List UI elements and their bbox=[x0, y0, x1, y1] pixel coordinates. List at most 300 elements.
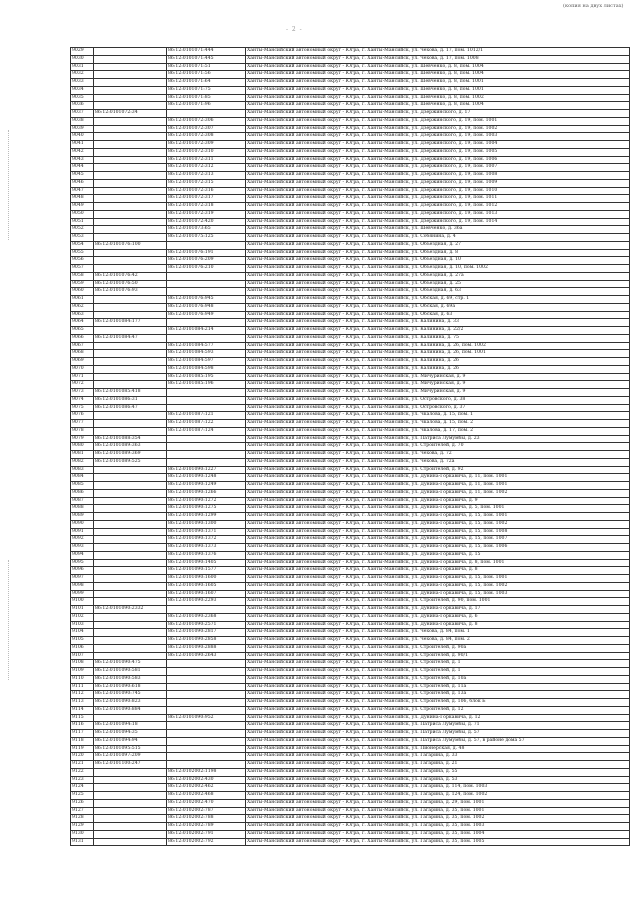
address-cell: Ханты-Мансийский автономный округ - Югра, г. Ханты-Мансийск, ул. Дунина-Горкавича, д. 17 bbox=[246, 606, 630, 614]
table-row bbox=[71, 110, 630, 118]
table-row bbox=[71, 590, 630, 598]
building-cadastral-cell bbox=[167, 660, 246, 668]
row-number-cell: 9130 bbox=[71, 830, 94, 838]
land-cadastral-cell bbox=[94, 613, 167, 621]
address-cell: Ханты-Мансийский автономный округ - Югра, г. Ханты-Мансийск, ул. Шевченко, д. 8, пом. 1004 bbox=[246, 63, 630, 71]
table-row bbox=[71, 528, 630, 536]
address-cell: Ханты-Мансийский автономный округ - Югра, г. Ханты-Мансийск, ул. Дзержинского, д. 19, пом. 1002 bbox=[246, 125, 630, 133]
table-row bbox=[71, 133, 630, 141]
row-number-cell: 9069 bbox=[71, 358, 94, 366]
address-cell: Ханты-Мансийский автономный округ - Югра, г. Ханты-Мансийск, ул. Чкалова, д. 15, пом. 1 bbox=[246, 412, 630, 420]
land-cadastral-cell bbox=[94, 102, 167, 110]
land-cadastral-cell bbox=[94, 551, 167, 559]
row-number-cell: 9108 bbox=[71, 660, 94, 668]
address-cell: Ханты-Мансийский автономный округ - Югра, г. Ханты-Мансийск, ул. Объездная, д. 10 bbox=[246, 257, 630, 265]
address-cell: Ханты-Мансийский автономный округ - Югра, г. Ханты-Мансийск, ул. Строителей, д. 70 bbox=[246, 443, 630, 451]
table-row bbox=[71, 303, 630, 311]
land-cadastral-cell: 86:12:0101076:42 bbox=[94, 272, 167, 280]
table-row bbox=[71, 257, 630, 265]
row-number-cell: 9106 bbox=[71, 644, 94, 652]
land-cadastral-cell: 86:12:0101100:247 bbox=[94, 761, 167, 769]
row-number-cell: 9043 bbox=[71, 156, 94, 164]
land-cadastral-cell: 86:12:0101088:354 bbox=[94, 435, 167, 443]
row-number-cell: 9127 bbox=[71, 807, 94, 815]
address-cell: Ханты-Мансийский автономный округ - Югра, г. Ханты-Мансийск, ул. Гагарина, д. 35, пом. 1004 bbox=[246, 830, 630, 838]
address-cell: Ханты-Мансийский автономный округ - Югра, г. Ханты-Мансийск, ул. Дунина-Горкавича, д. 15, пом. 1008 bbox=[246, 528, 630, 536]
address-cell: Ханты-Мансийский автономный округ - Югра, г. Ханты-Мансийск, ул. Дунина-Горкавича, д. 11, пом. 1001 bbox=[246, 482, 630, 490]
table-row bbox=[71, 79, 630, 87]
building-cadastral-cell: 86:12:0101090:1405 bbox=[167, 559, 246, 567]
row-number-cell: 9084 bbox=[71, 474, 94, 482]
land-cadastral-cell bbox=[94, 714, 167, 722]
row-number-cell: 9052 bbox=[71, 226, 94, 234]
land-cadastral-cell bbox=[94, 784, 167, 792]
building-cadastral-cell: 86:12:0101090:1299 bbox=[167, 513, 246, 521]
table-row bbox=[71, 474, 630, 482]
table-row bbox=[71, 249, 630, 257]
address-cell: Ханты-Мансийский автономный округ - Югра, г. Ханты-Мансийск, ул. Дзержинского, д. 19, пом. 1009 bbox=[246, 179, 630, 187]
row-number-cell: 9054 bbox=[71, 241, 94, 249]
address-cell: Ханты-Мансийский автономный округ - Югра, г. Ханты-Мансийск, ул. Дзержинского, д. 19, пом. 1011 bbox=[246, 195, 630, 203]
table-row bbox=[71, 598, 630, 606]
address-cell: Ханты-Мансийский автономный округ - Югра, г. Ханты-Мансийск, ул. Гагарина, д. 33 bbox=[246, 753, 630, 761]
building-cadastral-cell: 86:12:0101076:945 bbox=[167, 296, 246, 304]
land-cadastral-cell bbox=[94, 148, 167, 156]
land-cadastral-cell bbox=[94, 265, 167, 273]
table-row bbox=[71, 63, 630, 71]
building-cadastral-cell bbox=[167, 319, 246, 327]
building-cadastral-cell bbox=[167, 683, 246, 691]
row-number-cell: 9114 bbox=[71, 706, 94, 714]
land-cadastral-cell bbox=[94, 71, 167, 79]
building-cadastral-cell: 86:12:0102002:462 bbox=[167, 784, 246, 792]
building-cadastral-cell: 86:12:0101090:1227 bbox=[167, 466, 246, 474]
row-number-cell: 9066 bbox=[71, 334, 94, 342]
table-row bbox=[71, 389, 630, 397]
address-cell: Ханты-Мансийский автономный округ - Югра, г. Ханты-Мансийск, ул. Строителей, д. 13а bbox=[246, 691, 630, 699]
table-row bbox=[71, 737, 630, 745]
building-cadastral-cell: 86:12:0101090:1372 bbox=[167, 536, 246, 544]
row-number-cell: 9056 bbox=[71, 257, 94, 265]
table-row bbox=[71, 210, 630, 218]
address-cell: Ханты-Мансийский автономный округ - Югра, г. Ханты-Мансийск, ул. Шевченко, д. 8, пом. 1004 bbox=[246, 71, 630, 79]
table-row bbox=[71, 575, 630, 583]
row-number-cell: 9079 bbox=[71, 435, 94, 443]
land-cadastral-cell bbox=[94, 48, 167, 56]
land-cadastral-cell bbox=[94, 792, 167, 800]
land-cadastral-cell: 86:12:0101084:177 bbox=[94, 319, 167, 327]
row-number-cell: 9098 bbox=[71, 582, 94, 590]
building-cadastral-cell: 86:12:0101087:124 bbox=[167, 427, 246, 435]
address-cell: Ханты-Мансийский автономный округ - Югра, г. Ханты-Мансийск, ул. Калинина, д. 26 bbox=[246, 365, 630, 373]
address-cell: Ханты-Мансийский автономный округ - Югра, г. Ханты-Мансийск, ул. Чехова, д. 72а bbox=[246, 458, 630, 466]
row-number-cell: 9101 bbox=[71, 606, 94, 614]
land-cadastral-cell bbox=[94, 830, 167, 838]
table-row bbox=[71, 420, 630, 428]
table-row bbox=[71, 745, 630, 753]
address-cell: Ханты-Мансийский автономный округ - Югра, г. Ханты-Мансийск, ул. Обская, д. 69, стр. 1 bbox=[246, 296, 630, 304]
land-cadastral-cell bbox=[94, 303, 167, 311]
row-number-cell: 9030 bbox=[71, 55, 94, 63]
table-row bbox=[71, 536, 630, 544]
row-number-cell: 9104 bbox=[71, 629, 94, 637]
row-number-cell: 9047 bbox=[71, 187, 94, 195]
row-number-cell: 9058 bbox=[71, 272, 94, 280]
table-row bbox=[71, 71, 630, 79]
table-row bbox=[71, 699, 630, 707]
row-number-cell: 9074 bbox=[71, 396, 94, 404]
table-row bbox=[71, 280, 630, 288]
building-cadastral-cell: 86:12:0101076:210 bbox=[167, 265, 246, 273]
building-cadastral-cell: 86:12:0101085:195 bbox=[167, 373, 246, 381]
building-cadastral-cell: 86:12:0102002:470 bbox=[167, 799, 246, 807]
row-number-cell: 9117 bbox=[71, 730, 94, 738]
table-row bbox=[71, 606, 630, 614]
address-cell: Ханты-Мансийский автономный округ - Югра, г. Ханты-Мансийск, ул. Объездная, д. 25 bbox=[246, 280, 630, 288]
land-cadastral-cell bbox=[94, 838, 167, 846]
registry-table bbox=[70, 47, 630, 846]
address-cell: Ханты-Мансийский автономный округ - Югра, г. Ханты-Мансийск, ул. Дунина-Горкавича, д. 15, пом. 1006 bbox=[246, 544, 630, 552]
table-row bbox=[71, 404, 630, 412]
address-cell: Ханты-Мансийский автономный округ - Югра, г. Ханты-Мансийск, ул. Патриса Лумумбы, д. 57 bbox=[246, 730, 630, 738]
address-cell: Ханты-Мансийский автономный округ - Югра, г. Ханты-Мансийск, ул. Гагарина, д. 35, пом. 1001 bbox=[246, 807, 630, 815]
row-number-cell: 9057 bbox=[71, 265, 94, 273]
address-cell: Ханты-Мансийский автономный округ - Югра, г. Ханты-Мансийск, ул. Гагарина, д. 124, пом. 1002 bbox=[246, 792, 630, 800]
table-row bbox=[71, 412, 630, 420]
row-number-cell: 9077 bbox=[71, 420, 94, 428]
address-cell: Ханты-Мансийский автономный округ - Югра, г. Ханты-Мансийск, ул. Дунина-Горкавича, д. 11, пом. 1001 bbox=[246, 474, 630, 482]
table-row bbox=[71, 48, 630, 56]
building-cadastral-cell: 86:12:0101072:317 bbox=[167, 195, 246, 203]
row-number-cell: 9078 bbox=[71, 427, 94, 435]
row-number-cell: 9060 bbox=[71, 288, 94, 296]
land-cadastral-cell bbox=[94, 249, 167, 257]
table-row bbox=[71, 838, 630, 846]
building-cadastral-cell: 86:12:0101090:2571 bbox=[167, 621, 246, 629]
table-row bbox=[71, 288, 630, 296]
building-cadastral-cell: 86:12:0101072:309 bbox=[167, 141, 246, 149]
land-cadastral-cell: 86:12:0101076:50 bbox=[94, 280, 167, 288]
land-cadastral-cell bbox=[94, 195, 167, 203]
row-number-cell: 9095 bbox=[71, 559, 94, 567]
address-cell: Ханты-Мансийский автономный округ - Югра, г. Ханты-Мансийск, ул. Чехова, д. 84, пом. 1 bbox=[246, 629, 630, 637]
row-number-cell: 9122 bbox=[71, 768, 94, 776]
table-row bbox=[71, 141, 630, 149]
table-row bbox=[71, 156, 630, 164]
table-row bbox=[71, 683, 630, 691]
land-cadastral-cell: 86:12:0101076:100 bbox=[94, 241, 167, 249]
land-cadastral-cell bbox=[94, 164, 167, 172]
address-cell: Ханты-Мансийский автономный округ - Югра, г. Ханты-Мансийск, ул. Калинина, д. 33 bbox=[246, 319, 630, 327]
address-cell: Ханты-Мансийский автономный округ - Югра, г. Ханты-Мансийск, ул. Калинина, д. 26, пом. 1002 bbox=[246, 342, 630, 350]
table-row bbox=[71, 125, 630, 133]
address-cell: Ханты-Мансийский автономный округ - Югра, г. Ханты-Мансийск, ул. Дунина-Горкавича, д. 5, пом. 1001 bbox=[246, 505, 630, 513]
land-cadastral-cell bbox=[94, 652, 167, 660]
building-cadastral-cell: 86:12:0101076:191 bbox=[167, 249, 246, 257]
address-cell: Ханты-Мансийский автономный округ - Югра, г. Ханты-Мансийск, ул. Строителей, д. 11а bbox=[246, 683, 630, 691]
building-cadastral-cell: 86:12:0101072:310 bbox=[167, 148, 246, 156]
row-number-cell: 9115 bbox=[71, 714, 94, 722]
row-number-cell: 9110 bbox=[71, 675, 94, 683]
land-cadastral-cell bbox=[94, 598, 167, 606]
table-row bbox=[71, 629, 630, 637]
building-cadastral-cell: 86:12:0101090:1605 bbox=[167, 582, 246, 590]
land-cadastral-cell bbox=[94, 226, 167, 234]
land-cadastral-cell bbox=[94, 590, 167, 598]
table-row bbox=[71, 203, 630, 211]
building-cadastral-cell: 86:12:0101090:2368 bbox=[167, 613, 246, 621]
land-cadastral-cell bbox=[94, 125, 167, 133]
address-cell: Ханты-Мансийский автономный округ - Югра, г. Ханты-Мансийск, ул. Патриса Лумумбы, д. 57, в районе дома 57 bbox=[246, 737, 630, 745]
building-cadastral-cell: 86:12:0101071:75 bbox=[167, 86, 246, 94]
land-cadastral-cell bbox=[94, 582, 167, 590]
row-number-cell: 9128 bbox=[71, 815, 94, 823]
table-row bbox=[71, 458, 630, 466]
land-cadastral-cell: 86:12:0101086:31 bbox=[94, 396, 167, 404]
address-cell: Ханты-Мансийский автономный округ - Югра, г. Ханты-Мансийск, ул. Шевченко, д. 8, пом. 1001 bbox=[246, 86, 630, 94]
land-cadastral-cell bbox=[94, 505, 167, 513]
table-row bbox=[71, 334, 630, 342]
row-number-cell: 9046 bbox=[71, 179, 94, 187]
row-number-cell: 9097 bbox=[71, 575, 94, 583]
land-cadastral-cell bbox=[94, 365, 167, 373]
table-row bbox=[71, 342, 630, 350]
row-number-cell: 9073 bbox=[71, 389, 94, 397]
building-cadastral-cell bbox=[167, 272, 246, 280]
table-row bbox=[71, 148, 630, 156]
address-cell: Ханты-Мансийский автономный округ - Югра, г. Ханты-Мансийск, ул. Строителей, д. 90/1 bbox=[246, 652, 630, 660]
land-cadastral-cell bbox=[94, 63, 167, 71]
row-number-cell: 9113 bbox=[71, 699, 94, 707]
row-number-cell: 9093 bbox=[71, 544, 94, 552]
land-cadastral-cell bbox=[94, 776, 167, 784]
address-cell: Ханты-Мансийский автономный округ - Югра, г. Ханты-Мансийск, ул. Калинина, д. 22/2 bbox=[246, 327, 630, 335]
table-row bbox=[71, 637, 630, 645]
land-cadastral-cell: 86:12:0101084:47 bbox=[94, 334, 167, 342]
row-number-cell: 9116 bbox=[71, 722, 94, 730]
building-cadastral-cell: 86:12:0102002:468 bbox=[167, 792, 246, 800]
building-cadastral-cell bbox=[167, 761, 246, 769]
row-number-cell: 9082 bbox=[71, 458, 94, 466]
row-number-cell: 9031 bbox=[71, 63, 94, 71]
table-row bbox=[71, 365, 630, 373]
building-cadastral-cell: 86:12:0101071:85 bbox=[167, 94, 246, 102]
table-row bbox=[71, 381, 630, 389]
table-row bbox=[71, 195, 630, 203]
table-row bbox=[71, 86, 630, 94]
building-cadastral-cell: 86:12:0101084:597 bbox=[167, 358, 246, 366]
building-cadastral-cell bbox=[167, 668, 246, 676]
land-cadastral-cell: 86:12:0101090:583 bbox=[94, 675, 167, 683]
table-row bbox=[71, 435, 630, 443]
page-mark: - 2 - bbox=[286, 26, 303, 33]
table-row bbox=[71, 807, 630, 815]
building-cadastral-cell: 86:12:0101090:1266 bbox=[167, 489, 246, 497]
land-cadastral-cell bbox=[94, 79, 167, 87]
building-cadastral-cell bbox=[167, 334, 246, 342]
header-note: (копия на двух листах) bbox=[563, 3, 624, 9]
building-cadastral-cell: 86:12:0101071:56 bbox=[167, 71, 246, 79]
building-cadastral-cell: 86:12:0101071:64 bbox=[167, 79, 246, 87]
row-number-cell: 9080 bbox=[71, 443, 94, 451]
land-cadastral-cell bbox=[94, 86, 167, 94]
land-cadastral-cell bbox=[94, 203, 167, 211]
building-cadastral-cell: 86:12:0101090:1249 bbox=[167, 482, 246, 490]
row-number-cell: 9070 bbox=[71, 365, 94, 373]
table-row bbox=[71, 102, 630, 110]
building-cadastral-cell: 86:12:0101072:306 bbox=[167, 117, 246, 125]
row-number-cell: 9071 bbox=[71, 373, 94, 381]
row-number-cell: 9124 bbox=[71, 784, 94, 792]
building-cadastral-cell: 86:12:0101090:1275 bbox=[167, 505, 246, 513]
table-row bbox=[71, 296, 630, 304]
building-cadastral-cell bbox=[167, 396, 246, 404]
building-cadastral-cell: 86:12:0101072:420 bbox=[167, 218, 246, 226]
table-row bbox=[71, 187, 630, 195]
building-cadastral-cell: 86:12:0102002:791 bbox=[167, 830, 246, 838]
building-cadastral-cell: 86:12:0102002:430 bbox=[167, 776, 246, 784]
row-number-cell: 9053 bbox=[71, 234, 94, 242]
row-number-cell: 9099 bbox=[71, 590, 94, 598]
table-row bbox=[71, 94, 630, 102]
land-cadastral-cell: 86:12:0101095:515 bbox=[94, 745, 167, 753]
building-cadastral-cell: 86:12:0101087:122 bbox=[167, 420, 246, 428]
land-cadastral-cell bbox=[94, 644, 167, 652]
building-cadastral-cell: 86:12:0101072:316 bbox=[167, 187, 246, 195]
building-cadastral-cell bbox=[167, 288, 246, 296]
address-cell: Ханты-Мансийский автономный округ - Югра, г. Ханты-Мансийск, ул. Объездная, д. 27а bbox=[246, 272, 630, 280]
land-cadastral-cell bbox=[94, 257, 167, 265]
row-number-cell: 9036 bbox=[71, 102, 94, 110]
table-row bbox=[71, 311, 630, 319]
table-row bbox=[71, 559, 630, 567]
table-row bbox=[71, 722, 630, 730]
land-cadastral-cell bbox=[94, 815, 167, 823]
address-cell: Ханты-Мансийский автономный округ - Югра, г. Ханты-Мансийск, ул. Гагарина, д. 35, пом. 1005 bbox=[246, 838, 630, 846]
row-number-cell: 9091 bbox=[71, 528, 94, 536]
address-cell: Ханты-Мансийский автономный округ - Югра, г. Ханты-Мансийск, ул. Чехова, д. 17, пом. 1012/1 bbox=[246, 48, 630, 56]
land-cadastral-cell bbox=[94, 559, 167, 567]
row-number-cell: 9123 bbox=[71, 776, 94, 784]
table-row bbox=[71, 691, 630, 699]
row-number-cell: 9109 bbox=[71, 668, 94, 676]
table-row bbox=[71, 784, 630, 792]
row-number-cell: 9034 bbox=[71, 86, 94, 94]
address-cell: Ханты-Мансийский автономный округ - Югра, г. Ханты-Мансийск, ул. Дунина-Горкавича, д. 8, пом. 1001 bbox=[246, 559, 630, 567]
address-cell: Ханты-Мансийский автономный округ - Югра, г. Ханты-Мансийск, ул. Дунина-Горкавича, д. 15, пом. 1001 bbox=[246, 575, 630, 583]
row-number-cell: 9061 bbox=[71, 296, 94, 304]
building-cadastral-cell bbox=[167, 753, 246, 761]
row-number-cell: 9064 bbox=[71, 319, 94, 327]
address-cell: Ханты-Мансийский автономный округ - Югра, г. Ханты-Мансийск, ул. Дунина-Горкавича, д. 11, пом. 1002 bbox=[246, 489, 630, 497]
address-cell: Ханты-Мансийский автономный округ - Югра, г. Ханты-Мансийск, ул. Дунина-Горкавича, д. 15 bbox=[246, 551, 630, 559]
land-cadastral-cell: 86:12:0101076:93 bbox=[94, 288, 167, 296]
address-cell: Ханты-Мансийский автономный округ - Югра, г. Ханты-Мансийск, ул. Чкалова, д. 15, пом. 2 bbox=[246, 420, 630, 428]
table-row bbox=[71, 753, 630, 761]
building-cadastral-cell: 86:12:0102002:792 bbox=[167, 838, 246, 846]
land-cadastral-cell bbox=[94, 179, 167, 187]
address-cell: Ханты-Мансийский автономный округ - Югра, г. Ханты-Мансийск, ул. Дунина-Горкавича, д. 15, пом. 1002 bbox=[246, 582, 630, 590]
land-cadastral-cell bbox=[94, 497, 167, 505]
building-cadastral-cell: 86:12:0101073:65 bbox=[167, 226, 246, 234]
land-cadastral-cell bbox=[94, 427, 167, 435]
building-cadastral-cell bbox=[167, 451, 246, 459]
building-cadastral-cell: 86:12:0101090:1376 bbox=[167, 551, 246, 559]
table-row bbox=[71, 652, 630, 660]
building-cadastral-cell: 86:12:0101087:121 bbox=[167, 412, 246, 420]
land-cadastral-cell bbox=[94, 629, 167, 637]
building-cadastral-cell bbox=[167, 458, 246, 466]
table-row bbox=[71, 373, 630, 381]
address-cell: Ханты-Мансийский автономный округ - Югра, г. Ханты-Мансийск, ул. Дунина-Горкавича, д. 6 bbox=[246, 613, 630, 621]
row-number-cell: 9131 bbox=[71, 838, 94, 846]
row-number-cell: 9120 bbox=[71, 753, 94, 761]
row-number-cell: 9065 bbox=[71, 327, 94, 335]
row-number-cell: 9040 bbox=[71, 133, 94, 141]
building-cadastral-cell: 86:12:0101072:311 bbox=[167, 156, 246, 164]
building-cadastral-cell: 86:12:0101076:209 bbox=[167, 257, 246, 265]
table-row bbox=[71, 730, 630, 738]
row-number-cell: 9055 bbox=[71, 249, 94, 257]
land-cadastral-cell bbox=[94, 296, 167, 304]
row-number-cell: 9096 bbox=[71, 567, 94, 575]
address-cell: Ханты-Мансийский автономный округ - Югра, г. Ханты-Мансийск, ул. Калинина, д. 26 bbox=[246, 358, 630, 366]
address-cell: Ханты-Мансийский автономный округ - Югра, г. Ханты-Мансийск, ул. Гагарина, д. 35, пом. 1003 bbox=[246, 823, 630, 831]
building-cadastral-cell bbox=[167, 404, 246, 412]
row-number-cell: 9112 bbox=[71, 691, 94, 699]
address-cell: Ханты-Мансийский автономный округ - Югра, г. Ханты-Мансийск, ул. Объездная, д. 8 bbox=[246, 249, 630, 257]
building-cadastral-cell bbox=[167, 435, 246, 443]
address-cell: Ханты-Мансийский автономный округ - Югра, г. Ханты-Мансийск, ул. Шевченко, д. 8, пом. 1004 bbox=[246, 102, 630, 110]
row-number-cell: 9044 bbox=[71, 164, 94, 172]
address-cell: Ханты-Мансийский автономный округ - Югра, г. Ханты-Мансийск, ул. Чехова, д. 84, пом. 2 bbox=[246, 637, 630, 645]
address-cell: Ханты-Мансийский автономный округ - Югра, г. Ханты-Мансийск, ул. Мичуринская, д. 9 bbox=[246, 373, 630, 381]
table-row bbox=[71, 396, 630, 404]
row-number-cell: 9075 bbox=[71, 404, 94, 412]
building-cadastral-cell bbox=[167, 110, 246, 118]
building-cadastral-cell: 86:12:0102002:788 bbox=[167, 815, 246, 823]
building-cadastral-cell: 86:12:0101090:952 bbox=[167, 714, 246, 722]
land-cadastral-cell bbox=[94, 117, 167, 125]
row-number-cell: 9035 bbox=[71, 94, 94, 102]
land-cadastral-cell bbox=[94, 327, 167, 335]
building-cadastral-cell: 86:12:0101072:318 bbox=[167, 203, 246, 211]
land-cadastral-cell bbox=[94, 172, 167, 180]
row-number-cell: 9049 bbox=[71, 203, 94, 211]
address-cell: Ханты-Мансийский автономный округ - Югра, г. Ханты-Мансийск, ул. Гагарина, д. 114, пом. 1003 bbox=[246, 784, 630, 792]
address-cell: Ханты-Мансийский автономный округ - Югра, г. Ханты-Мансийск, ул. Чехова, д. 72 bbox=[246, 451, 630, 459]
building-cadastral-cell bbox=[167, 745, 246, 753]
row-number-cell: 9089 bbox=[71, 513, 94, 521]
table-row bbox=[71, 497, 630, 505]
land-cadastral-cell bbox=[94, 513, 167, 521]
row-number-cell: 9033 bbox=[71, 79, 94, 87]
table-row bbox=[71, 668, 630, 676]
row-number-cell: 9037 bbox=[71, 110, 94, 118]
binding-edge bbox=[8, 560, 9, 680]
land-cadastral-cell bbox=[94, 567, 167, 575]
building-cadastral-cell: 86:12:0101090:1248 bbox=[167, 474, 246, 482]
building-cadastral-cell: 86:12:0101076:948 bbox=[167, 303, 246, 311]
address-cell: Ханты-Мансийский автономный округ - Югра, г. Ханты-Мансийск, ул. Дзержинского, д. 19, пом. 1013 bbox=[246, 210, 630, 218]
row-number-cell: 9045 bbox=[71, 172, 94, 180]
building-cadastral-cell: 86:12:0101090:1607 bbox=[167, 590, 246, 598]
land-cadastral-cell: 86:12:0101090:884 bbox=[94, 706, 167, 714]
building-cadastral-cell bbox=[167, 675, 246, 683]
table-row bbox=[71, 55, 630, 63]
row-number-cell: 9059 bbox=[71, 280, 94, 288]
land-cadastral-cell: 86:12:0101090:475 bbox=[94, 660, 167, 668]
